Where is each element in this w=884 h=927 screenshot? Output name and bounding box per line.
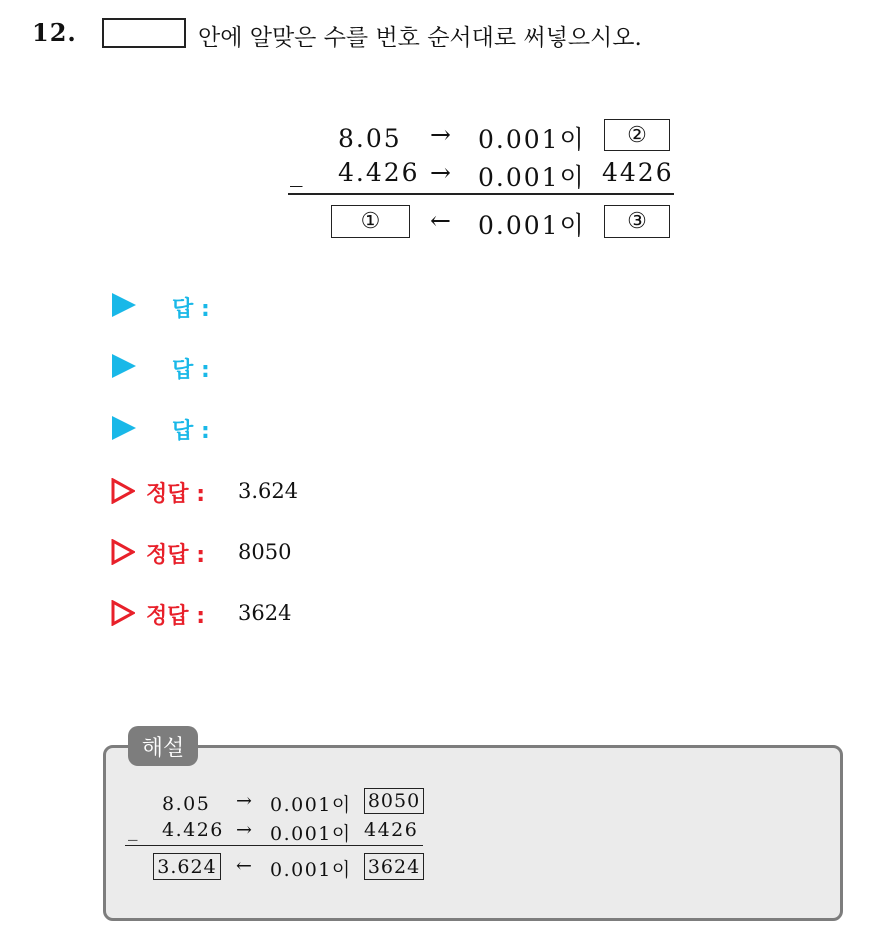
explanation-result-value: 3.624 xyxy=(157,855,217,878)
explanation-row1-unit: 0.001이 xyxy=(270,794,352,816)
triangle-outline-icon xyxy=(111,478,135,504)
arrow-right-icon: → xyxy=(430,120,453,149)
explanation-row2-value: 4.426 xyxy=(162,819,224,841)
triangle-outline-icon xyxy=(111,539,135,565)
problem-row3-unit: 0.001이 xyxy=(478,211,586,240)
answer-box-1 xyxy=(331,205,410,238)
triangle-right-icon xyxy=(112,354,136,378)
explanation-result-count-box xyxy=(364,853,424,880)
arrow-right-icon: → xyxy=(430,158,453,187)
box-2-label: ② xyxy=(627,122,647,148)
triangle-right-icon xyxy=(112,416,136,440)
question-text: 안에 알맞은 수를 번호 순서대로 써넣으시오. xyxy=(198,25,642,51)
minus-sign: _ xyxy=(290,158,305,187)
blank-box-icon xyxy=(102,18,186,48)
explanation-row1-count-box xyxy=(364,788,424,814)
explanation-row2-unit: 0.001이 xyxy=(270,823,352,845)
correct-label-3: 정답 : xyxy=(146,604,205,629)
answer-label-2: 답 : xyxy=(172,358,210,383)
correct-value-1: 3.624 xyxy=(238,479,299,503)
answer-box-2 xyxy=(604,119,670,151)
problem-row2-count: 4426 xyxy=(602,158,674,187)
triangle-outline-icon xyxy=(111,600,135,626)
arrow-right-icon: → xyxy=(236,790,254,812)
problem-row1-value: 8.05 xyxy=(338,124,402,153)
explanation-result-box xyxy=(153,853,221,880)
explanation-row3-unit: 0.001이 xyxy=(270,859,352,881)
correct-value-3: 3624 xyxy=(238,601,292,625)
explanation-row2-count: 4426 xyxy=(364,819,419,841)
question-number: 12. xyxy=(32,18,77,47)
explanation-row1-count: 8050 xyxy=(367,790,421,812)
explanation-result-count: 3624 xyxy=(367,855,421,878)
box-3-label: ③ xyxy=(627,209,647,234)
correct-label-2: 정답 : xyxy=(146,543,205,568)
correct-label-1: 정답 : xyxy=(146,482,205,507)
problem-row2-unit: 0.001이 xyxy=(478,163,586,192)
explanation-row1-value: 8.05 xyxy=(162,793,211,815)
problem-row1-unit: 0.001이 xyxy=(478,125,586,154)
answer-label-1: 답 : xyxy=(172,297,210,322)
arrow-right-icon: → xyxy=(236,819,254,841)
explanation-subtraction-line xyxy=(125,845,423,846)
box-1-label: ① xyxy=(360,209,381,234)
correct-value-2: 8050 xyxy=(238,540,292,564)
arrow-left-icon: ← xyxy=(236,855,254,877)
triangle-right-icon xyxy=(112,293,136,317)
answer-label-3: 답 : xyxy=(172,419,210,444)
answer-box-3 xyxy=(604,205,670,238)
arrow-left-icon: ← xyxy=(430,206,453,235)
problem-row2-value: 4.426 xyxy=(338,158,420,187)
minus-sign: _ xyxy=(128,819,139,841)
subtraction-line xyxy=(288,193,674,195)
explanation-tab: 해설 xyxy=(128,726,198,766)
